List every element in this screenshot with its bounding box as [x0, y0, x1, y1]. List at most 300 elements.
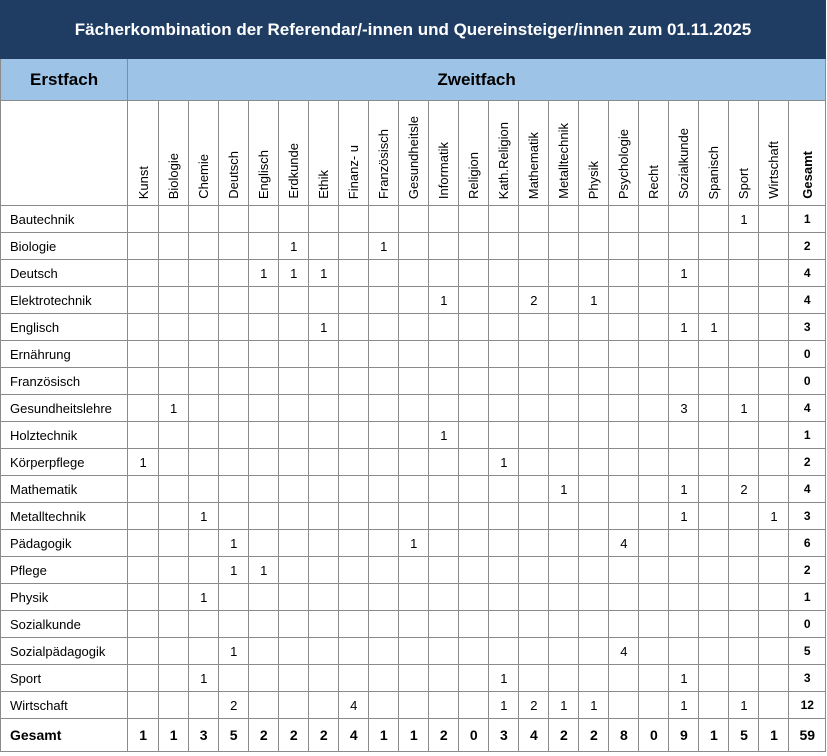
table-cell	[729, 260, 759, 287]
table-cell	[128, 611, 159, 638]
table-cell: 1	[729, 692, 759, 719]
table-cell	[759, 557, 789, 584]
column-header-label: Sozialkunde	[676, 128, 692, 199]
table-cell	[579, 422, 609, 449]
row-label: Gesundheitslehre	[1, 395, 128, 422]
table-cell	[369, 611, 399, 638]
table-cell	[309, 368, 339, 395]
table-cell	[429, 692, 459, 719]
column-header	[429, 101, 459, 206]
row-label: Bautechnik	[1, 206, 128, 233]
table-cell	[669, 584, 699, 611]
table-cell	[369, 503, 399, 530]
table-cell	[128, 584, 159, 611]
table-cell	[609, 449, 639, 476]
table-cell	[579, 206, 609, 233]
table-cell	[759, 530, 789, 557]
table-cell	[399, 368, 429, 395]
table-cell	[279, 314, 309, 341]
table-cell	[519, 503, 549, 530]
column-header-label: Recht	[646, 165, 662, 199]
table-cell	[429, 611, 459, 638]
table-cell	[759, 287, 789, 314]
table-cell	[669, 557, 699, 584]
column-header	[159, 101, 189, 206]
column-header	[249, 101, 279, 206]
table-cell	[639, 638, 669, 665]
table-cell	[128, 557, 159, 584]
table-cell	[609, 611, 639, 638]
table-cell	[459, 260, 489, 287]
table-cell	[309, 395, 339, 422]
row-label: Elektrotechnik	[1, 287, 128, 314]
table-cell	[399, 692, 429, 719]
table-cell	[699, 665, 729, 692]
totals-row	[1, 719, 826, 752]
table-cell	[549, 314, 579, 341]
table-cell	[459, 422, 489, 449]
table-cell	[159, 368, 189, 395]
table-cell	[699, 233, 729, 260]
table-cell	[429, 260, 459, 287]
table-cell	[579, 449, 609, 476]
table-cell	[729, 368, 759, 395]
column-total-cell: 5	[729, 719, 759, 752]
table-cell	[609, 476, 639, 503]
table-cell	[459, 395, 489, 422]
table-cell	[609, 584, 639, 611]
table-cell	[759, 422, 789, 449]
table-cell	[309, 692, 339, 719]
column-total-cell: 2	[279, 719, 309, 752]
table-cell: 1	[489, 449, 519, 476]
table-body	[1, 206, 826, 752]
column-total-cell: 5	[219, 719, 249, 752]
table-cell	[579, 260, 609, 287]
table-cell	[399, 476, 429, 503]
table-cell	[279, 476, 309, 503]
table-cell	[429, 530, 459, 557]
table-cell	[669, 638, 699, 665]
table-cell	[399, 260, 429, 287]
table-cell	[339, 341, 369, 368]
table-cell	[369, 314, 399, 341]
table-cell	[669, 368, 699, 395]
row-total-cell: 3	[789, 314, 826, 341]
table-cell	[279, 449, 309, 476]
row-total-cell: 2	[789, 557, 826, 584]
table-cell	[159, 287, 189, 314]
row-total-cell: 6	[789, 530, 826, 557]
table-cell	[729, 611, 759, 638]
column-header-label: Finanz- u	[346, 144, 362, 199]
table-cell	[699, 368, 729, 395]
table-cell	[309, 638, 339, 665]
table-row	[1, 584, 826, 611]
column-header	[339, 101, 369, 206]
table-cell	[189, 557, 219, 584]
row-total-cell: 1	[789, 584, 826, 611]
table-cell	[399, 422, 429, 449]
table-cell	[519, 611, 549, 638]
table-cell	[579, 395, 609, 422]
column-header-label: Kunst	[135, 165, 151, 199]
table-cell	[309, 476, 339, 503]
column-header	[759, 101, 789, 206]
table-cell	[339, 260, 369, 287]
table-cell	[159, 233, 189, 260]
table-cell	[429, 314, 459, 341]
table-cell	[549, 638, 579, 665]
table-cell	[459, 476, 489, 503]
table-cell	[128, 341, 159, 368]
table-cell	[489, 206, 519, 233]
table-cell	[609, 206, 639, 233]
table-cell	[128, 368, 159, 395]
table-cell: 1	[729, 395, 759, 422]
table-cell	[759, 665, 789, 692]
table-cell	[429, 368, 459, 395]
table-cell: 2	[519, 692, 549, 719]
table-cell	[459, 557, 489, 584]
column-total-cell: 0	[459, 719, 489, 752]
table-row	[1, 341, 826, 368]
table-cell	[729, 530, 759, 557]
table-cell	[159, 422, 189, 449]
table-cell	[489, 611, 519, 638]
table-cell	[549, 584, 579, 611]
table-cell	[669, 233, 699, 260]
table-cell	[579, 557, 609, 584]
table-cell: 1	[249, 557, 279, 584]
table-cell	[519, 476, 549, 503]
table-cell: 1	[429, 287, 459, 314]
row-label: Deutsch	[1, 260, 128, 287]
table-cell	[729, 584, 759, 611]
row-label: Pflege	[1, 557, 128, 584]
column-total-cell: 2	[309, 719, 339, 752]
table-cell	[669, 206, 699, 233]
table-cell: 1	[189, 584, 219, 611]
table-cell	[219, 422, 249, 449]
table-cell	[579, 638, 609, 665]
table-cell	[128, 233, 159, 260]
table-cell	[249, 314, 279, 341]
zweitfach-header: Zweitfach	[128, 59, 826, 101]
table-cell	[759, 611, 789, 638]
table-cell	[519, 368, 549, 395]
column-header	[549, 101, 579, 206]
column-header-label: Informatik	[436, 141, 452, 199]
table-cell	[399, 233, 429, 260]
table-row	[1, 422, 826, 449]
table-cell	[339, 584, 369, 611]
row-total-cell: 0	[789, 611, 826, 638]
table-cell	[549, 611, 579, 638]
table-cell	[609, 422, 639, 449]
table-cell	[339, 503, 369, 530]
table-row	[1, 449, 826, 476]
table-cell	[699, 503, 729, 530]
table-cell	[759, 314, 789, 341]
row-label: Ernährung	[1, 341, 128, 368]
table-cell	[249, 287, 279, 314]
table-cell	[429, 341, 459, 368]
table-cell	[639, 287, 669, 314]
table-cell	[339, 557, 369, 584]
table-cell	[399, 611, 429, 638]
table-cell	[279, 341, 309, 368]
table-cell	[189, 611, 219, 638]
table-cell: 1	[429, 422, 459, 449]
table-cell	[189, 692, 219, 719]
table-cell	[219, 341, 249, 368]
table-cell	[219, 584, 249, 611]
table-cell	[609, 665, 639, 692]
table-cell	[489, 368, 519, 395]
table-cell	[189, 395, 219, 422]
table-cell	[489, 287, 519, 314]
column-header	[189, 101, 219, 206]
table-cell	[639, 395, 669, 422]
column-header	[639, 101, 669, 206]
table-cell	[699, 395, 729, 422]
table-cell	[309, 206, 339, 233]
table-row	[1, 530, 826, 557]
table-cell	[189, 368, 219, 395]
table-cell	[369, 692, 399, 719]
table-cell	[579, 233, 609, 260]
table-cell	[609, 341, 639, 368]
row-total-cell: 4	[789, 260, 826, 287]
table-cell	[249, 665, 279, 692]
table-cell	[309, 557, 339, 584]
table-cell	[639, 233, 669, 260]
row-label: Metalltechnik	[1, 503, 128, 530]
row-label: Englisch	[1, 314, 128, 341]
table-cell	[489, 260, 519, 287]
column-header-label: Physik	[586, 160, 602, 199]
table-cell	[609, 557, 639, 584]
table-cell	[489, 314, 519, 341]
table-cell	[369, 638, 399, 665]
table-cell	[128, 422, 159, 449]
table-row	[1, 611, 826, 638]
table-cell	[219, 449, 249, 476]
table-cell	[399, 395, 429, 422]
table-cell	[639, 314, 669, 341]
table-cell	[219, 395, 249, 422]
table-cell	[219, 260, 249, 287]
table-cell	[579, 665, 609, 692]
table-cell: 1	[219, 557, 249, 584]
table-cell	[729, 665, 759, 692]
table-cell	[759, 260, 789, 287]
table-cell	[219, 665, 249, 692]
table-cell	[759, 368, 789, 395]
table-cell: 1	[128, 449, 159, 476]
table-cell	[279, 368, 309, 395]
table-cell: 1	[669, 314, 699, 341]
row-total-cell: 0	[789, 341, 826, 368]
table-cell: 2	[519, 287, 549, 314]
table-cell	[429, 665, 459, 692]
table-cell	[459, 530, 489, 557]
table-cell	[639, 503, 669, 530]
table-cell	[579, 476, 609, 503]
row-label: Körperpflege	[1, 449, 128, 476]
table-cell	[309, 611, 339, 638]
table-cell	[759, 638, 789, 665]
table-cell	[249, 341, 279, 368]
table-cell	[159, 341, 189, 368]
table-cell	[399, 638, 429, 665]
table-cell	[189, 476, 219, 503]
table-cell	[429, 557, 459, 584]
table-cell	[369, 476, 399, 503]
table-cell	[189, 287, 219, 314]
section-header-row	[1, 59, 826, 101]
table-cell	[609, 287, 639, 314]
table-cell	[459, 611, 489, 638]
column-header-label: Psychologie	[616, 128, 632, 199]
table-cell	[429, 233, 459, 260]
table-cell	[279, 584, 309, 611]
column-total-cell: 1	[369, 719, 399, 752]
table-cell	[699, 611, 729, 638]
table-cell	[549, 530, 579, 557]
table-cell	[669, 530, 699, 557]
column-header	[219, 101, 249, 206]
column-total-cell: 0	[639, 719, 669, 752]
column-header	[669, 101, 699, 206]
table-cell	[159, 260, 189, 287]
table-cell	[609, 233, 639, 260]
table-cell	[128, 395, 159, 422]
row-label: Pädagogik	[1, 530, 128, 557]
table-cell	[459, 368, 489, 395]
table-cell	[729, 287, 759, 314]
erstfach-header: Erstfach	[1, 59, 128, 101]
column-header-label: Ethik	[316, 170, 332, 199]
table-cell	[519, 395, 549, 422]
table-cell	[699, 692, 729, 719]
table-cell	[639, 368, 669, 395]
table-cell	[279, 206, 309, 233]
table-cell: 1	[489, 665, 519, 692]
column-header	[579, 101, 609, 206]
table-cell: 1	[489, 692, 519, 719]
table-cell	[339, 395, 369, 422]
table-cell	[459, 287, 489, 314]
table-cell	[519, 638, 549, 665]
table-cell	[279, 287, 309, 314]
table-cell	[669, 341, 699, 368]
column-total-cell: 1	[399, 719, 429, 752]
table-cell: 1	[219, 530, 249, 557]
table-cell: 1	[399, 530, 429, 557]
row-label: Sozialpädagogik	[1, 638, 128, 665]
table-cell	[429, 503, 459, 530]
table-cell	[369, 530, 399, 557]
table-cell	[189, 314, 219, 341]
table-cell	[369, 665, 399, 692]
row-total-cell: 2	[789, 233, 826, 260]
table-cell	[219, 206, 249, 233]
table-cell	[639, 692, 669, 719]
table-cell	[128, 530, 159, 557]
column-header	[459, 101, 489, 206]
table-cell	[639, 476, 669, 503]
table-cell	[399, 449, 429, 476]
table-cell	[699, 638, 729, 665]
table-cell	[159, 314, 189, 341]
table-cell	[279, 503, 309, 530]
table-cell	[699, 287, 729, 314]
corner-cell	[1, 101, 128, 206]
table-cell	[279, 557, 309, 584]
table-cell	[639, 611, 669, 638]
table-cell	[128, 692, 159, 719]
table-cell	[128, 206, 159, 233]
table-cell	[729, 341, 759, 368]
table-row	[1, 368, 826, 395]
table-cell	[399, 503, 429, 530]
column-header	[699, 101, 729, 206]
table-cell	[579, 314, 609, 341]
table-cell	[699, 422, 729, 449]
column-total-cell: 2	[579, 719, 609, 752]
table-cell	[759, 584, 789, 611]
table-cell	[159, 503, 189, 530]
table-cell	[549, 503, 579, 530]
row-total-cell: 0	[789, 368, 826, 395]
table-cell	[369, 287, 399, 314]
table-cell: 2	[729, 476, 759, 503]
table-cell	[249, 206, 279, 233]
table-cell	[699, 341, 729, 368]
table-cell	[549, 341, 579, 368]
column-header	[309, 101, 339, 206]
table-cell	[489, 584, 519, 611]
table-cell	[549, 233, 579, 260]
table-cell	[549, 422, 579, 449]
table-cell	[219, 233, 249, 260]
table-cell: 1	[279, 233, 309, 260]
table-cell	[699, 206, 729, 233]
row-label: Physik	[1, 584, 128, 611]
table-cell	[279, 638, 309, 665]
column-total-cell: 2	[429, 719, 459, 752]
table-cell	[219, 314, 249, 341]
table-cell: 1	[669, 260, 699, 287]
table-cell	[579, 368, 609, 395]
row-label: Sozialkunde	[1, 611, 128, 638]
table-cell	[279, 395, 309, 422]
table-cell	[189, 233, 219, 260]
table-cell	[159, 665, 189, 692]
table-row	[1, 665, 826, 692]
table-cell	[639, 584, 669, 611]
table-cell	[759, 449, 789, 476]
table-cell	[249, 611, 279, 638]
table-cell	[759, 476, 789, 503]
table-cell	[128, 287, 159, 314]
table-cell	[429, 584, 459, 611]
table-title: Fächerkombination der Referendar/-innen und Quereinsteiger/innen zum 01.11.2025	[1, 1, 826, 59]
table-cell	[339, 287, 369, 314]
table-cell	[699, 260, 729, 287]
